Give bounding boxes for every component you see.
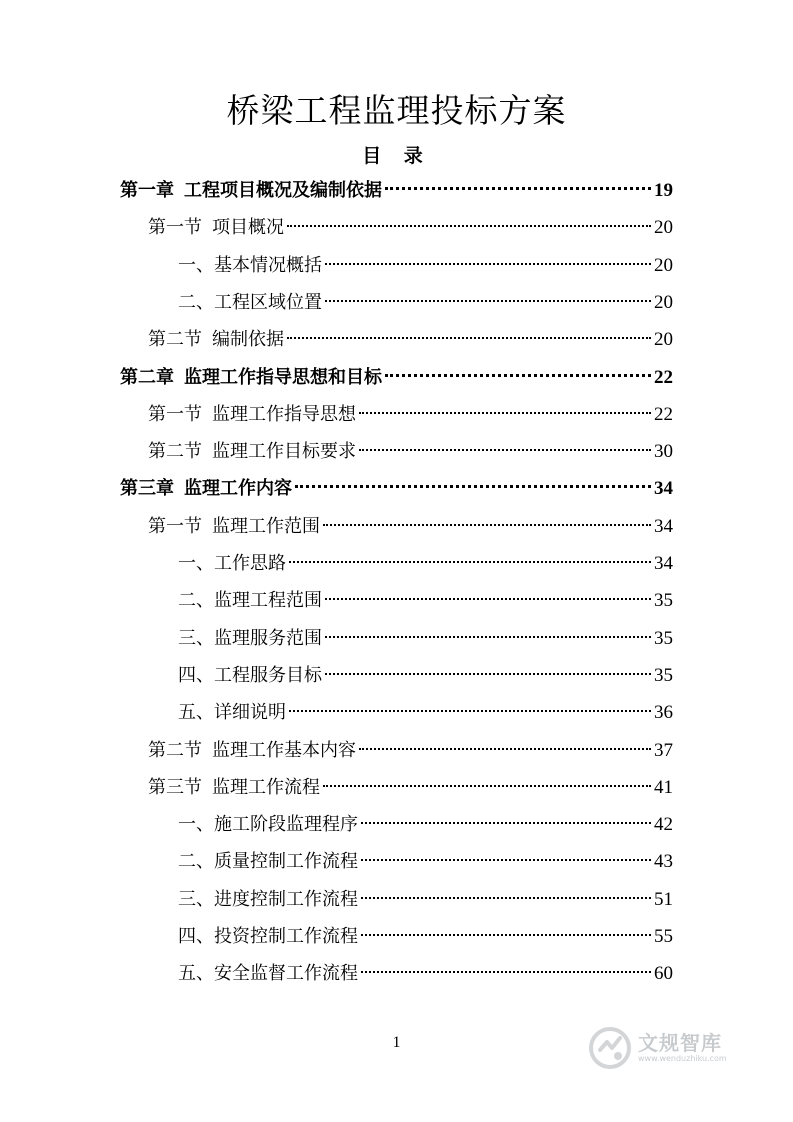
toc-entry-text: 施工阶段监理程序 <box>214 814 358 835</box>
toc-subsection[interactable] <box>178 698 673 728</box>
toc-entry-text: 进度控制工作流程 <box>214 889 358 910</box>
toc-chapter[interactable] <box>120 176 673 206</box>
toc-entry-title <box>148 400 356 430</box>
toc-page-number: 20 <box>654 329 673 350</box>
toc-page-number: 22 <box>654 404 673 425</box>
dot-leader <box>361 822 651 824</box>
toc-entry-title <box>148 437 356 467</box>
toc-chapter[interactable] <box>120 474 673 504</box>
toc-page-number: 35 <box>654 665 673 686</box>
toc-page-number: 35 <box>654 590 673 611</box>
toc-subsection[interactable] <box>178 885 673 915</box>
toc-subsection[interactable] <box>178 624 673 654</box>
dot-leader <box>361 934 651 936</box>
toc-subsection[interactable] <box>178 847 673 877</box>
toc-entry-title <box>148 512 320 542</box>
toc-chapter[interactable] <box>120 363 673 393</box>
toc-section[interactable] <box>148 773 673 803</box>
toc-page-number: 22 <box>654 367 673 388</box>
toc-entry-text: 监理工作范围 <box>212 516 320 537</box>
toc-entry-text: 工程服务目标 <box>214 665 322 686</box>
toc-entry-label: 二、 <box>178 590 214 611</box>
dot-leader <box>361 971 651 973</box>
toc-entry-text: 监理工作指导思想和目标 <box>184 367 382 388</box>
toc-section[interactable] <box>148 736 673 766</box>
toc-entry-text: 基本情况概括 <box>214 255 322 276</box>
toc-entry-title <box>148 736 356 766</box>
dot-leader <box>359 412 651 414</box>
toc-section[interactable] <box>148 400 673 430</box>
toc-entry-title <box>148 773 320 803</box>
dot-leader <box>325 598 651 600</box>
toc-entry-text: 详细说明 <box>214 702 286 723</box>
toc-entry-title <box>178 885 358 915</box>
toc-entry-title <box>178 549 286 579</box>
toc-entry-label: 第二节 <box>148 441 202 462</box>
toc-entry-text: 监理工作流程 <box>212 777 320 798</box>
toc-page-number: 37 <box>654 740 673 761</box>
toc-subsection[interactable] <box>178 288 673 318</box>
dot-leader <box>287 225 651 227</box>
dot-leader <box>325 300 651 302</box>
toc-entry-text: 监理工作目标要求 <box>212 441 356 462</box>
toc-entry-label: 一、 <box>178 814 214 835</box>
toc-subsection[interactable] <box>178 810 673 840</box>
toc-page-number: 34 <box>654 553 673 574</box>
toc-section[interactable] <box>148 512 673 542</box>
dot-leader <box>361 897 651 899</box>
toc-subsection[interactable] <box>178 251 673 281</box>
toc-subsection[interactable] <box>178 959 673 989</box>
dot-leader <box>323 524 651 526</box>
toc-entry-text: 工程区域位置 <box>214 292 322 313</box>
toc-entry-title <box>178 810 358 840</box>
toc-entry-label: 第三节 <box>148 777 202 798</box>
toc-entry-text: 项目概况 <box>212 217 284 238</box>
dot-leader <box>385 187 651 190</box>
toc-page-number: 34 <box>654 478 673 499</box>
dot-leader <box>325 673 651 675</box>
toc-entry-text: 监理工作指导思想 <box>212 404 356 425</box>
dot-leader <box>323 785 651 787</box>
page-number: 1 <box>392 1034 401 1051</box>
toc-subsection[interactable] <box>178 661 673 691</box>
toc-entry-label: 第二章 <box>120 367 174 388</box>
dot-leader <box>359 449 651 451</box>
toc-page-number: 20 <box>654 217 673 238</box>
toc-page-number: 42 <box>654 814 673 835</box>
toc-entry-label: 第一节 <box>148 404 202 425</box>
toc-entry-label: 一、 <box>178 553 214 574</box>
toc-entry-label: 五、 <box>178 963 214 984</box>
toc-page-number: 36 <box>654 702 673 723</box>
toc-entry-text: 监理工程范围 <box>214 590 322 611</box>
toc-entry-label: 二、 <box>178 292 214 313</box>
toc-entry-title <box>178 661 322 691</box>
dot-leader <box>325 636 651 638</box>
toc-entry-text: 监理工作基本内容 <box>212 740 356 761</box>
watermark-url: www.wenduzhiku.com <box>638 1054 727 1063</box>
watermark-brand: 文规智库 <box>638 1031 722 1055</box>
toc-section[interactable] <box>148 213 673 243</box>
toc-entry-text: 工作思路 <box>214 553 286 574</box>
toc-entry-title <box>178 586 322 616</box>
toc-entry-title <box>178 698 286 728</box>
toc-page-number: 19 <box>654 180 673 201</box>
dot-leader <box>361 859 651 861</box>
toc-entry-label: 三、 <box>178 889 214 910</box>
toc-entry-label: 第三章 <box>120 478 174 499</box>
toc-entry-label: 第二节 <box>148 329 202 350</box>
dot-leader <box>287 337 651 339</box>
toc-section[interactable] <box>148 325 673 355</box>
toc-entry-title <box>178 624 322 654</box>
toc-page-number: 41 <box>654 777 673 798</box>
dot-leader <box>289 710 651 712</box>
toc-entry-text: 监理服务范围 <box>214 628 322 649</box>
document-title: 桥梁工程监理投标方案 <box>226 91 567 130</box>
toc-page-number: 20 <box>654 292 673 313</box>
dot-leader <box>289 561 651 563</box>
toc-entry-label: 第二节 <box>148 740 202 761</box>
dot-leader <box>295 485 651 488</box>
toc-entry-title <box>178 847 358 877</box>
toc-page-number: 35 <box>654 628 673 649</box>
toc-subsection[interactable] <box>178 549 673 579</box>
wd-logo-icon <box>588 1026 632 1070</box>
toc-entry-label: 四、 <box>178 665 214 686</box>
toc-entry-label: 二、 <box>178 851 214 872</box>
toc-entry-text: 监理工作内容 <box>184 478 292 499</box>
toc-entry-text: 安全监督工作流程 <box>214 963 358 984</box>
dot-leader <box>325 263 651 265</box>
toc-heading: 目 录 <box>362 145 431 167</box>
watermark <box>588 1022 768 1074</box>
toc-entry-label: 五、 <box>178 702 214 723</box>
toc-entry-title <box>178 251 322 281</box>
toc-page-number: 30 <box>654 441 673 462</box>
toc-page-number: 43 <box>654 851 673 872</box>
dot-leader <box>385 374 651 377</box>
toc-entry-label: 一、 <box>178 255 214 276</box>
toc-entry-title <box>148 325 284 355</box>
toc-section[interactable] <box>148 437 673 467</box>
toc-entry-text: 投资控制工作流程 <box>214 926 358 947</box>
toc-page-number: 55 <box>654 926 673 947</box>
toc-entry-label: 第一节 <box>148 217 202 238</box>
toc-entry-title <box>178 959 358 989</box>
toc-page-number: 20 <box>654 255 673 276</box>
toc-entry-text: 编制依据 <box>212 329 284 350</box>
toc-entry-title <box>178 922 358 952</box>
toc-page-number: 34 <box>654 516 673 537</box>
toc-entry-label: 第一章 <box>120 180 174 201</box>
toc-entry-title <box>148 213 284 243</box>
toc-page-number: 51 <box>654 889 673 910</box>
toc-entry-label: 三、 <box>178 628 214 649</box>
dot-leader <box>359 748 651 750</box>
toc-entry-label: 四、 <box>178 926 214 947</box>
toc-subsection[interactable] <box>178 922 673 952</box>
toc-subsection[interactable] <box>178 586 673 616</box>
toc-entry-title <box>120 176 382 206</box>
toc-entry-title <box>120 363 382 393</box>
toc-entry-text: 工程项目概况及编制依据 <box>184 180 382 201</box>
toc-entry-title <box>178 288 322 318</box>
toc-entry-label: 第一节 <box>148 516 202 537</box>
toc-entry-text: 质量控制工作流程 <box>214 851 358 872</box>
toc-page-number: 60 <box>654 963 673 984</box>
toc-entry-title <box>120 474 292 504</box>
